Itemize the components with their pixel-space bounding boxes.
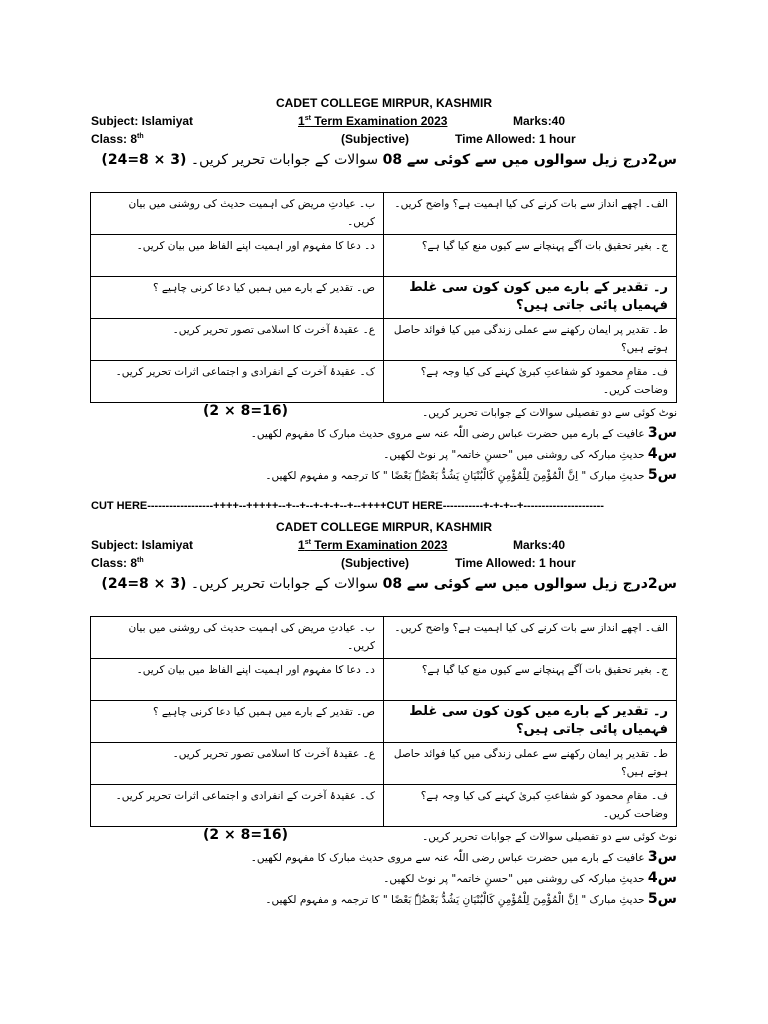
college-title: CADET COLLEGE MIRPUR, KASHMIR bbox=[276, 520, 492, 534]
question-5-text: حدیثِ مبارک " اِنَّ الْمُؤْمِنَ لِلْمُؤْمِنِ کَالْبُنْیَانِ یَشُدُّ بَعْضُہٗ بَعْضًا " کا ترجمہ و مفہوم لکھیں۔ bbox=[265, 470, 648, 482]
question-cell: ف۔ مقامِ محمود کو شفاعتِ کبریٰ کہنے کی کیا وجہ ہے؟ وضاحت کریں۔ bbox=[384, 361, 677, 403]
class-suffix: th bbox=[137, 557, 144, 564]
class-label bbox=[91, 130, 144, 148]
question-2-marks: (3 × 8=24) bbox=[101, 576, 187, 592]
question-cell: ع۔ عقیدۂ آخرت کا اسلامی تصور تحریر کریں۔ bbox=[91, 319, 384, 361]
table-row bbox=[91, 319, 677, 361]
marks-label: Marks:40 bbox=[513, 538, 566, 552]
long-questions bbox=[91, 403, 677, 486]
note-text: نوٹ کوئی سے دو تفصیلی سوالات کے جوابات تحریر کریں۔ bbox=[422, 407, 677, 419]
time-allowed: Time Allowed: 1 hour bbox=[455, 556, 576, 570]
question-4-text: حدیثِ مبارکہ کی روشنی میں "حسنِ خاتمہ" پر نوٹ لکھیں۔ bbox=[383, 449, 648, 461]
table-row bbox=[91, 701, 677, 743]
question-cell: ج۔ بغیر تحقیق بات آگے پہنچانے سے کیوں منع کیا گیا ہے؟ bbox=[384, 235, 677, 277]
section-label: (Subjective) bbox=[341, 556, 410, 570]
section-label: (Subjective) bbox=[341, 132, 410, 146]
question-4 bbox=[91, 444, 677, 465]
term-label bbox=[298, 112, 447, 130]
question-cell: ب۔ عیادتِ مریض کی اہمیت حدیث کی روشنی میں بیان کریں۔ bbox=[91, 617, 384, 659]
short-questions-table bbox=[90, 616, 677, 827]
note-marks: (2 × 8=16) bbox=[203, 403, 288, 419]
long-questions bbox=[91, 827, 677, 910]
short-questions-table bbox=[90, 192, 677, 403]
subject-label: Subject: Islamiyat bbox=[91, 538, 194, 552]
question-cell: ط۔ تقدیر پر ایمان رکھنے سے عملی زندگی میں کیا فوائد حاصل ہوتے ہیں؟ bbox=[384, 319, 677, 361]
term-text: Term Examination 2023 bbox=[310, 538, 448, 552]
term-suffix: st bbox=[304, 539, 311, 546]
question-cell: ص۔ تقدیر کے بارے میں ہمیں کیا دعا کرنی چاہیے ؟ bbox=[91, 277, 384, 319]
question-cell: ف۔ مقامِ محمود کو شفاعتِ کبریٰ کہنے کی کیا وجہ ہے؟ وضاحت کریں۔ bbox=[384, 785, 677, 827]
question-5 bbox=[91, 889, 677, 910]
question-2-label: س2درج زیل سوالوں میں سے کوئی سے 08 bbox=[382, 576, 677, 592]
term-number: 1 bbox=[298, 114, 305, 128]
question-3-text: عافیت کے بارے میں حضرت عباس رضی اللّٰہ عنہ سے مروی حدیث مبارک کا مفہوم لکھیں۔ bbox=[250, 852, 648, 864]
question-cell: ک۔ عقیدۂ آخرت کے انفرادی و اجتماعی اثرات تحریر کریں۔ bbox=[91, 785, 384, 827]
class-text: Class: 8 bbox=[91, 132, 138, 146]
question-5 bbox=[91, 465, 677, 486]
question-cell: ب۔ عیادتِ مریض کی اہمیت حدیث کی روشنی میں بیان کریں۔ bbox=[91, 193, 384, 235]
term-text: Term Examination 2023 bbox=[310, 114, 448, 128]
question-2-heading bbox=[91, 148, 677, 192]
header-row-1 bbox=[0, 112, 768, 130]
table-row bbox=[91, 235, 677, 277]
question-cell: ر۔ تقدیر کے بارے میں کون کون سی غلط فہمیاں پائی جاتی ہیں؟ bbox=[384, 701, 677, 743]
question-2-heading bbox=[91, 572, 677, 616]
term-label bbox=[298, 536, 447, 554]
question-3 bbox=[91, 423, 677, 444]
term-number: 1 bbox=[298, 538, 305, 552]
question-cell: ک۔ عقیدۂ آخرت کے انفرادی و اجتماعی اثرات تحریر کریں۔ bbox=[91, 361, 384, 403]
table-row bbox=[91, 659, 677, 701]
question-4-text: حدیثِ مبارکہ کی روشنی میں "حسنِ خاتمہ" پر نوٹ لکھیں۔ bbox=[383, 873, 648, 885]
college-title: CADET COLLEGE MIRPUR, KASHMIR bbox=[276, 96, 492, 110]
table-row bbox=[91, 785, 677, 827]
question-3-text: عافیت کے بارے میں حضرت عباس رضی اللّٰہ عنہ سے مروی حدیث مبارک کا مفہوم لکھیں۔ bbox=[250, 428, 648, 440]
question-2-instruction: سوالات کے جوابات تحریر کریں۔ bbox=[186, 576, 383, 592]
question-5-text: حدیثِ مبارک " اِنَّ الْمُؤْمِنَ لِلْمُؤْمِنِ کَالْبُنْیَانِ یَشُدُّ بَعْضُہٗ بَعْضًا " کا ترجمہ و مفہوم لکھیں۔ bbox=[265, 894, 648, 906]
class-suffix: th bbox=[137, 133, 144, 140]
exam-paper-1 bbox=[0, 94, 768, 486]
question-4 bbox=[91, 868, 677, 889]
header-row-2 bbox=[0, 130, 768, 148]
question-3-label: س3 bbox=[647, 849, 677, 865]
question-cell: ص۔ تقدیر کے بارے میں ہمیں کیا دعا کرنی چاہیے ؟ bbox=[91, 701, 384, 743]
question-3-label: س3 bbox=[647, 425, 677, 441]
time-allowed: Time Allowed: 1 hour bbox=[455, 132, 576, 146]
question-5-label: س5 bbox=[647, 891, 677, 907]
question-4-label: س4 bbox=[647, 446, 677, 462]
long-questions-note bbox=[91, 403, 677, 423]
subject-label: Subject: Islamiyat bbox=[91, 114, 194, 128]
table-row bbox=[91, 743, 677, 785]
question-3 bbox=[91, 847, 677, 868]
question-cell: ر۔ تقدیر کے بارے میں کون کون سی غلط فہمیاں پائی جاتی ہیں؟ bbox=[384, 277, 677, 319]
table-row bbox=[91, 361, 677, 403]
question-cell: ج۔ بغیر تحقیق بات آگے پہنچانے سے کیوں منع کیا گیا ہے؟ bbox=[384, 659, 677, 701]
table-row bbox=[91, 617, 677, 659]
question-2-marks: (3 × 8=24) bbox=[101, 152, 187, 168]
cut-here-line: CUT HERE------------------++++--+++++--+--+--+-+-+--+--++++CUT HERE-----------+-+-+--+---------------------- bbox=[91, 500, 604, 512]
header-row-1 bbox=[0, 536, 768, 554]
question-5-label: س5 bbox=[647, 467, 677, 483]
question-cell: د۔ دعا کا مفہوم اور اہمیت اپنے الفاظ میں بیان کریں۔ bbox=[91, 659, 384, 701]
class-label bbox=[91, 554, 144, 572]
question-2-label: س2درج زیل سوالوں میں سے کوئی سے 08 bbox=[382, 152, 677, 168]
question-cell: ع۔ عقیدۂ آخرت کا اسلامی تصور تحریر کریں۔ bbox=[91, 743, 384, 785]
class-text: Class: 8 bbox=[91, 556, 138, 570]
exam-paper-2 bbox=[0, 518, 768, 910]
question-2-instruction: سوالات کے جوابات تحریر کریں۔ bbox=[186, 152, 383, 168]
question-cell: ط۔ تقدیر پر ایمان رکھنے سے عملی زندگی میں کیا فوائد حاصل ہوتے ہیں؟ bbox=[384, 743, 677, 785]
question-cell: الف۔ اچھے انداز سے بات کرنے کی کیا اہمیت ہے؟ واضح کریں۔ bbox=[384, 193, 677, 235]
question-4-label: س4 bbox=[647, 870, 677, 886]
question-cell: د۔ دعا کا مفہوم اور اہمیت اپنے الفاظ میں بیان کریں۔ bbox=[91, 235, 384, 277]
question-cell: الف۔ اچھے انداز سے بات کرنے کی کیا اہمیت ہے؟ واضح کریں۔ bbox=[384, 617, 677, 659]
header-row-2 bbox=[0, 554, 768, 572]
term-suffix: st bbox=[304, 115, 311, 122]
note-marks: (2 × 8=16) bbox=[203, 827, 288, 843]
table-row bbox=[91, 193, 677, 235]
note-text: نوٹ کوئی سے دو تفصیلی سوالات کے جوابات تحریر کریں۔ bbox=[422, 831, 677, 843]
long-questions-note bbox=[91, 827, 677, 847]
table-row bbox=[91, 277, 677, 319]
marks-label: Marks:40 bbox=[513, 114, 566, 128]
